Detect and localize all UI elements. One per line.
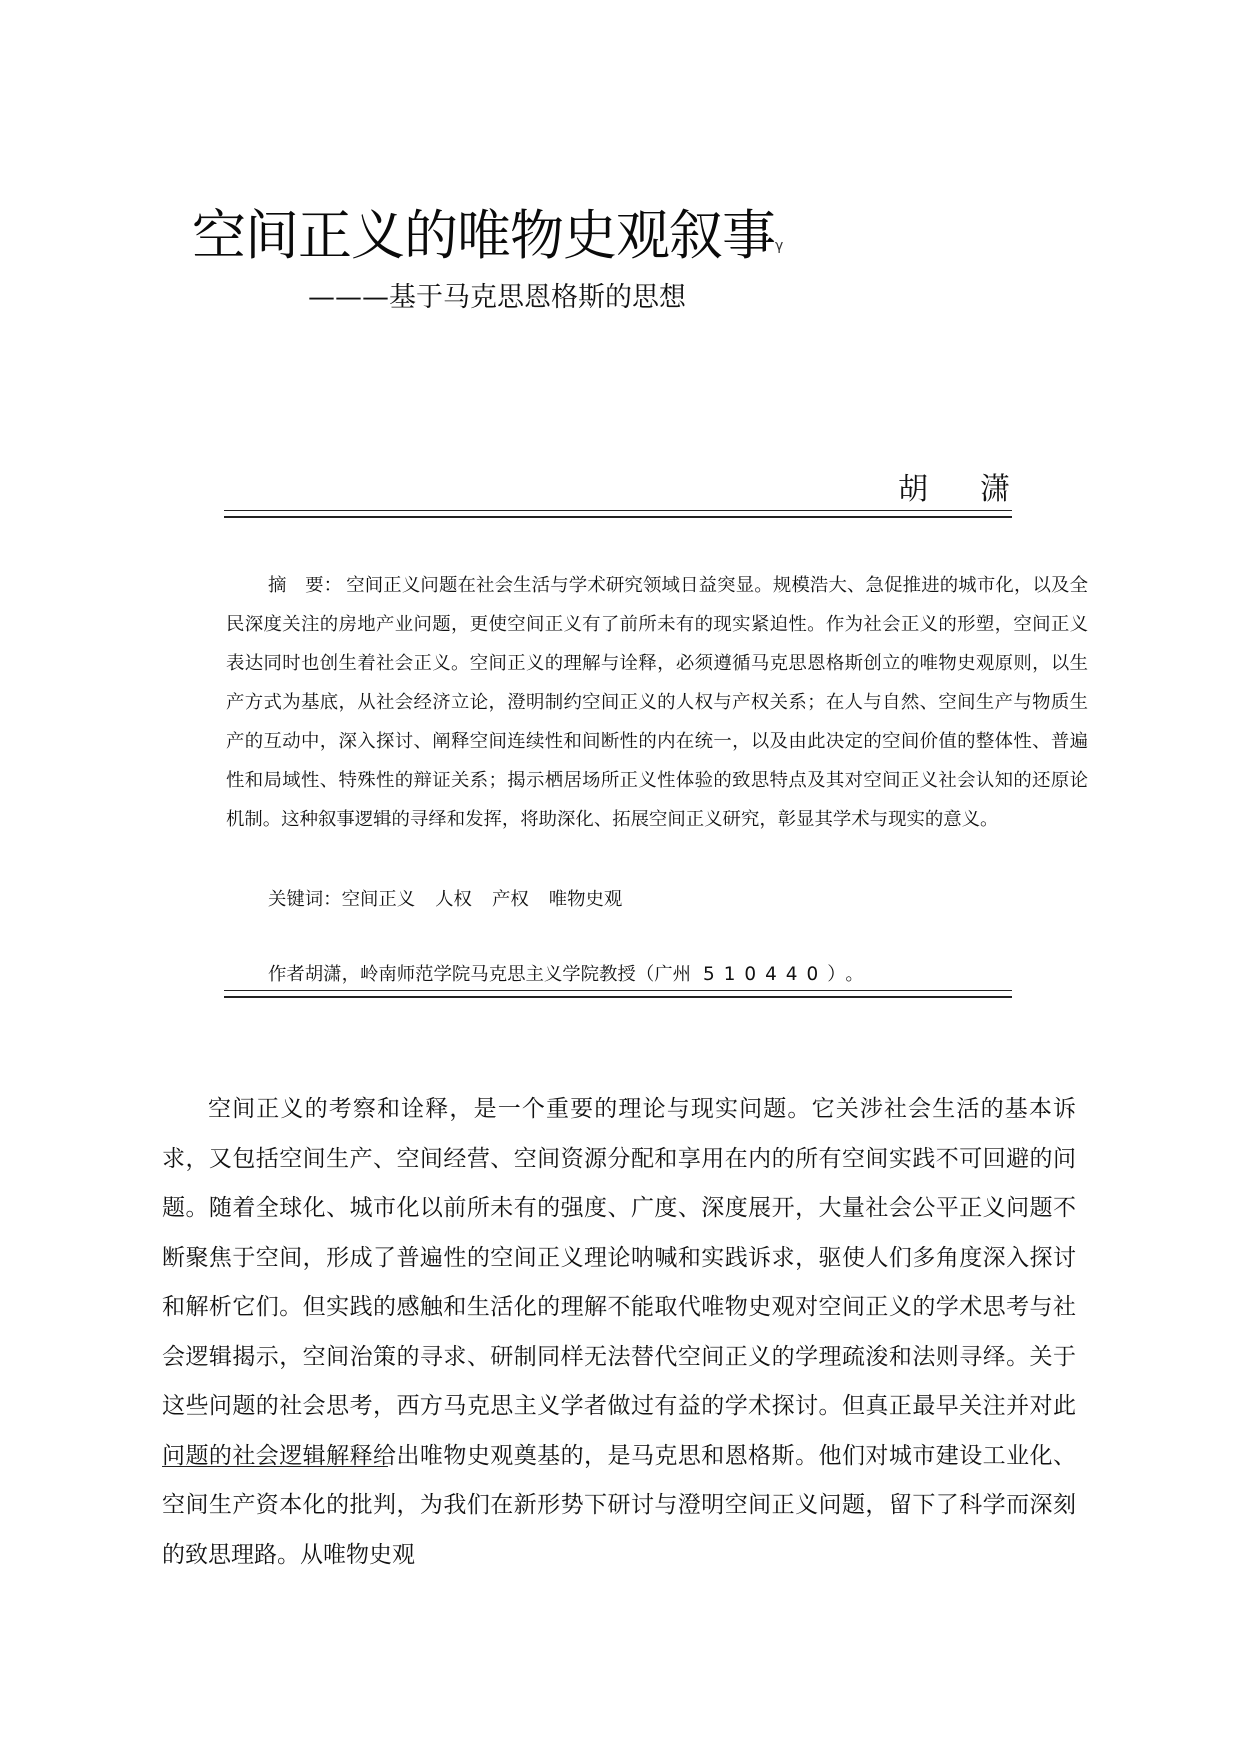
keyword-item: 空间正义	[341, 889, 416, 910]
body-paragraph: 空间正义的考察和诠释，是一个重要的理论与现实问题。它关涉社会生活的基本诉求，又包括空间生产、空间经营、空间资源分配和享用在内的所有空间实践不可回避的问题。随着全球化、城市化以前所未有的强度、广度、深度展开，大量社会公平正义问题不断聚焦于空间，形成了普遍性的空间正义理论呐喊和实践诉求，驱使人们多角度深入探讨和解析它们。但实践的感触和生活化的理解不能取代唯物史观对空间正义的学术思考与社会逻辑揭示，空间治策的寻求、研制同样无法替代空间正义的学理疏浚和法则寻绎。关于这些问题的社会思考，西方马克思主义学者做过有益的学术探讨。但真正最早关注并对此问题的社会逻辑解释给出唯物史观奠基的，是马克思和恩格斯。他们对城市建设工业化、空间生产资本化的批判，为我们在新形势下研讨与澄明空间正义问题，留下了科学而深刻的致思理路。从唯物史观	[162, 1096, 1076, 1568]
author-postcode: 510440）。	[703, 964, 873, 985]
keyword-item: 唯物史观	[548, 889, 623, 910]
keywords-line	[268, 882, 642, 918]
author-affiliation-note	[268, 960, 873, 990]
keyword-item: 人权	[435, 889, 472, 910]
article-title	[192, 202, 782, 270]
abstract-bottom-rule	[224, 990, 1012, 998]
author-given-name: 潇	[980, 472, 1010, 507]
abstract-label: 摘 要：	[268, 575, 343, 596]
author-name	[898, 470, 1010, 510]
article-subtitle: ———基于马克思恩格斯的思想	[308, 282, 686, 313]
keywords-label: 关键词：	[268, 889, 342, 910]
abstract-text: 空间正义问题在社会生活与学术研究领域日益突显。规模浩大、急促推进的城市化，以及全民深度关注的房地产业问题，更使空间正义有了前所未有的现实紧迫性。作为社会正义的形塑，空间正义表达同时也创生着社会正义。空间正义的理解与诠释，必须遵循马克思恩格斯创立的唯物史观原则，以生产方式为基底，从社会经济立论，澄明制约空间正义的人权与产权关系；在人与自然、空间生产与物质生产的互动中，深入探讨、阐释空间连续性和间断性的内在统一，以及由此决定的空间价值的整体性、普遍性和局域性、特殊性的辩证关系；揭示栖居场所正义性体验的致思特点及其对空间正义社会认知的还原论机制。这种叙事逻辑的寻绎和发挥，将助深化、拓展空间正义研究，彰显其学术与现实的意义。	[226, 575, 1088, 830]
article-title-text: 空间正义的唯物史观叙事	[192, 204, 775, 267]
footnote-rule	[162, 1466, 388, 1467]
abstract-block	[226, 566, 1088, 839]
keyword-item: 产权	[491, 889, 529, 910]
footnote-mark: γ	[775, 238, 783, 254]
abstract-paragraph	[226, 566, 1088, 839]
body-text	[162, 1085, 1076, 1580]
author-surname: 胡	[898, 472, 928, 507]
header-rule	[224, 510, 1012, 518]
author-affiliation-text: 作者胡潇，岭南师范学院马克思主义学院教授（广州	[268, 964, 691, 985]
